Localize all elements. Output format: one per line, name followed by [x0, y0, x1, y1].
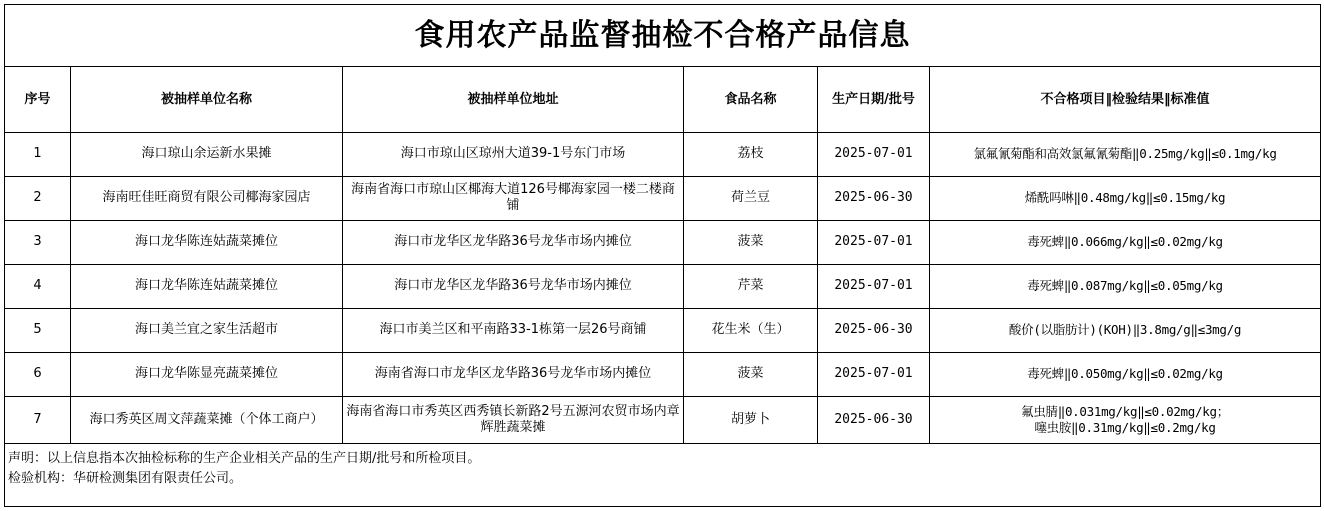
- row-unit-name: 海口琼山余运新水果摊: [71, 132, 343, 176]
- row-nonconforming: [930, 352, 1321, 396]
- row-index: 6: [5, 352, 71, 396]
- row-production-date: 2025-07-01: [818, 352, 930, 396]
- row-index: 5: [5, 308, 71, 352]
- footer-notes: [5, 443, 1321, 506]
- row-production-date: 2025-06-30: [818, 308, 930, 352]
- row-unit-address: 海口市龙华区龙华路36号龙华市场内摊位: [343, 264, 684, 308]
- row-nonconforming: [930, 132, 1321, 176]
- row-production-date: 2025-06-30: [818, 396, 930, 443]
- row-unit-name: 海口龙华陈连姑蔬菜摊位: [71, 264, 343, 308]
- nonconforming-products-table: [4, 4, 1321, 507]
- column-header-unit-name: 被抽样单位名称: [71, 67, 343, 132]
- result-line: 噻虫胺‖0.31mg/kg‖≤0.2mg/kg: [1034, 419, 1216, 435]
- row-unit-address: 海南省海口市龙华区龙华路36号龙华市场内摊位: [343, 352, 684, 396]
- row-food-name: 荔枝: [684, 132, 818, 176]
- footer-row: [5, 443, 1321, 506]
- table-row: [5, 352, 1321, 396]
- result-line: 氟虫腈‖0.031mg/kg‖≤0.02mg/kg；: [1021, 403, 1229, 419]
- table-row: [5, 308, 1321, 352]
- row-unit-address: 海南省海口市琼山区椰海大道126号椰海家园一楼二楼商铺: [343, 176, 684, 220]
- table-row: [5, 396, 1321, 443]
- row-production-date: 2025-07-01: [818, 132, 930, 176]
- page-title: 食用农产品监督抽检不合格产品信息: [5, 5, 1321, 67]
- header-row: [5, 67, 1321, 132]
- row-unit-address: 海口市美兰区和平南路33-1栋第一层26号商铺: [343, 308, 684, 352]
- row-production-date: 2025-06-30: [818, 176, 930, 220]
- row-unit-address: 海南省海口市秀英区西秀镇长新路2号五源河农贸市场内章辉胜蔬菜摊: [343, 396, 684, 443]
- row-unit-name: 海南旺佳旺商贸有限公司椰海家园店: [71, 176, 343, 220]
- inspection-agency-text: 检验机构：华研检测集团有限责任公司。: [8, 470, 243, 486]
- result-line: 毒死蜱‖0.050mg/kg‖≤0.02mg/kg: [1027, 366, 1223, 382]
- column-header-production-date: 生产日期/批号: [818, 67, 930, 132]
- statement-text: 声明：以上信息指本次抽检标称的生产企业相关产品的生产日期/批号和所检项目。: [8, 450, 481, 466]
- row-unit-name: 海口龙华陈连姑蔬菜摊位: [71, 220, 343, 264]
- row-nonconforming: [930, 220, 1321, 264]
- row-food-name: 荷兰豆: [684, 176, 818, 220]
- row-nonconforming: [930, 308, 1321, 352]
- row-index: 3: [5, 220, 71, 264]
- result-line: 烯酰吗啉‖0.48mg/kg‖≤0.15mg/kg: [1024, 190, 1226, 206]
- row-nonconforming: [930, 396, 1321, 443]
- result-line: 氯氟氰菊酯和高效氯氟氰菊酯‖0.25mg/kg‖≤0.1mg/kg: [973, 146, 1277, 162]
- row-index: 7: [5, 396, 71, 443]
- result-line: 毒死蜱‖0.087mg/kg‖≤0.05mg/kg: [1027, 278, 1223, 294]
- column-header-unit-address: 被抽样单位地址: [343, 67, 684, 132]
- row-nonconforming: [930, 264, 1321, 308]
- row-unit-address: 海口市龙华区龙华路36号龙华市场内摊位: [343, 220, 684, 264]
- row-food-name: 菠菜: [684, 220, 818, 264]
- row-unit-address: 海口市琼山区琼州大道39-1号东门市场: [343, 132, 684, 176]
- row-unit-name: 海口秀英区周文萍蔬菜摊（个体工商户）: [71, 396, 343, 443]
- row-food-name: 芹菜: [684, 264, 818, 308]
- result-line: 酸价(以脂肪计)(KOH)‖3.8mg/g‖≤3mg/g: [1008, 322, 1242, 338]
- row-unit-name: 海口美兰宜之家生活超市: [71, 308, 343, 352]
- row-index: 4: [5, 264, 71, 308]
- row-food-name: 菠菜: [684, 352, 818, 396]
- table-row: [5, 132, 1321, 176]
- row-nonconforming: [930, 176, 1321, 220]
- table-row: [5, 220, 1321, 264]
- row-production-date: 2025-07-01: [818, 264, 930, 308]
- column-header-index: 序号: [5, 67, 71, 132]
- row-food-name: 花生米（生）: [684, 308, 818, 352]
- row-food-name: 胡萝卜: [684, 396, 818, 443]
- table-row: [5, 176, 1321, 220]
- title-row: [5, 5, 1321, 67]
- row-unit-name: 海口龙华陈显亮蔬菜摊位: [71, 352, 343, 396]
- row-production-date: 2025-07-01: [818, 220, 930, 264]
- column-header-food-name: 食品名称: [684, 67, 818, 132]
- table-row: [5, 264, 1321, 308]
- row-index: 2: [5, 176, 71, 220]
- row-index: 1: [5, 132, 71, 176]
- result-line: 毒死蜱‖0.066mg/kg‖≤0.02mg/kg: [1027, 234, 1223, 250]
- column-header-nonconforming: 不合格项目‖检验结果‖标准值: [930, 67, 1321, 132]
